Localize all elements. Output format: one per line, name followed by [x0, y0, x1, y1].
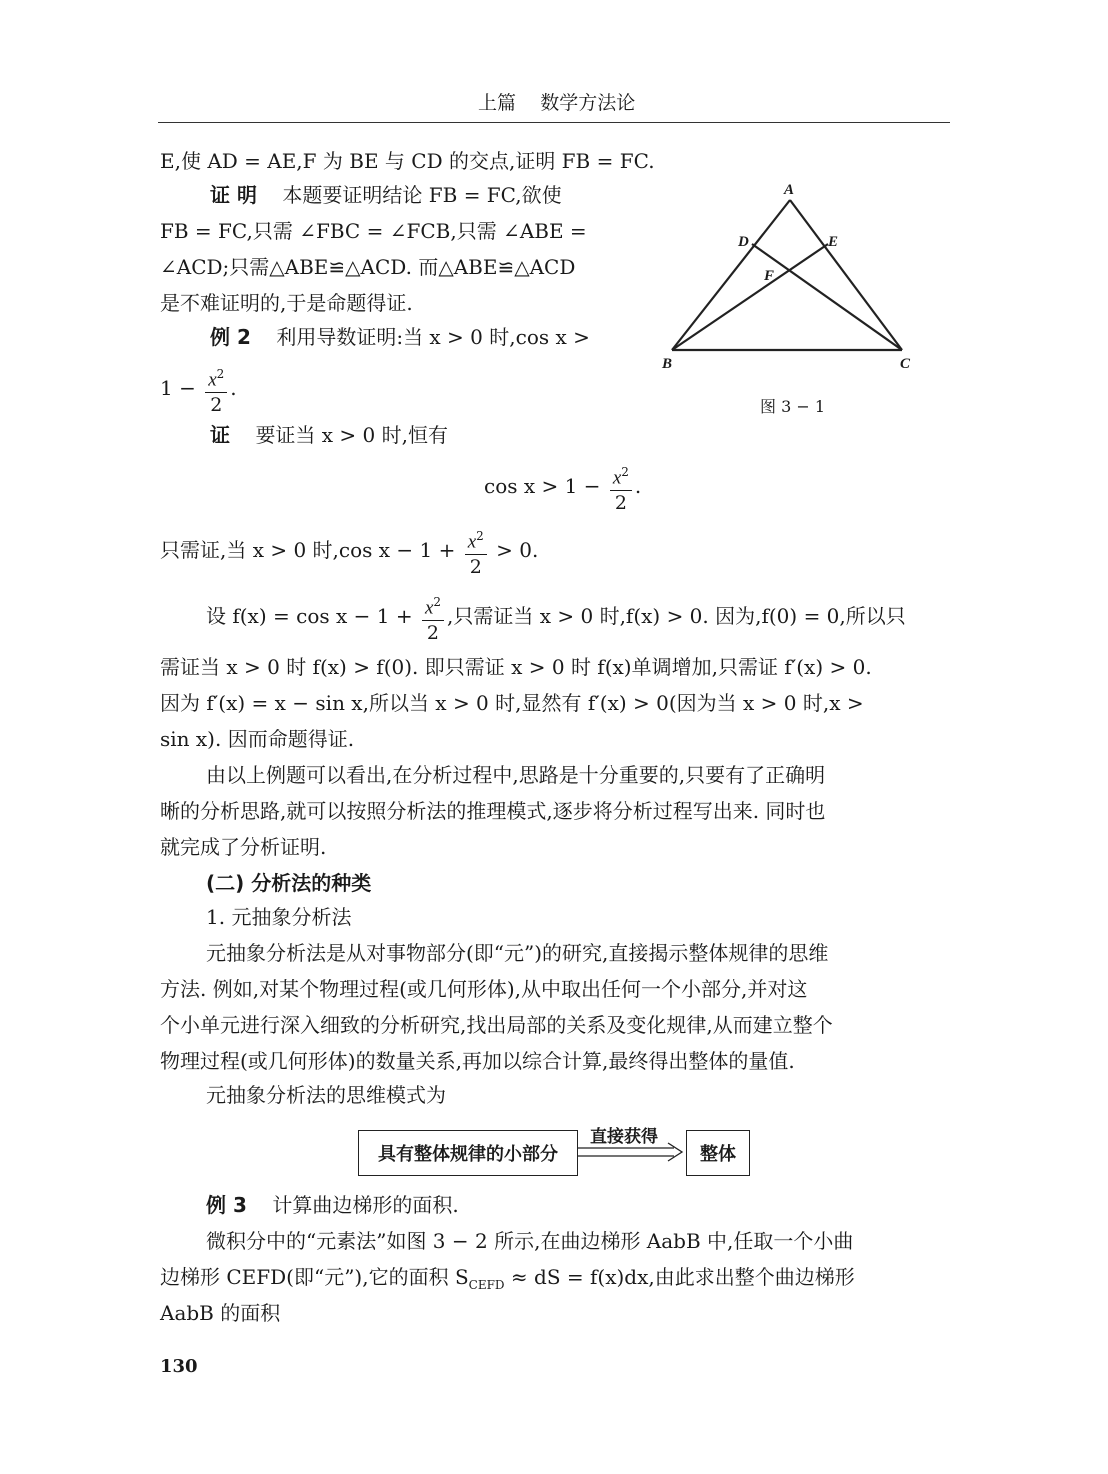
text-line: 微积分中的“元素法”如图 3 − 2 所示,在曲边梯形 AabB 中,任取一个小曲	[206, 1229, 854, 1253]
proof-line	[210, 420, 448, 450]
fraction-numerator: x	[467, 531, 477, 553]
label-a: A	[784, 182, 795, 198]
text-span: 1 −	[160, 376, 196, 401]
fraction-exponent: 2	[621, 465, 629, 479]
label-c: C	[900, 356, 911, 372]
text-line: sin x). 因而命题得证.	[160, 727, 355, 751]
fraction-denominator: 2	[426, 622, 440, 645]
text-span: ≈ dS = f(x)dx,由此求出整个曲边梯形	[504, 1265, 855, 1289]
proof-line	[210, 180, 562, 210]
fraction	[465, 524, 487, 579]
fraction-denominator: 2	[469, 556, 482, 579]
label-e: E	[828, 234, 839, 250]
flow-left-box: 具有整体规律的小部分	[358, 1130, 578, 1176]
running-header	[478, 88, 635, 118]
formula-line	[160, 524, 538, 579]
example-line	[206, 1190, 459, 1220]
subsection-heading: 1. 元抽象分析法	[206, 905, 352, 929]
page-number: 130	[160, 1356, 198, 1377]
text-span: 边梯形 CEFD(即“元”),它的面积 S	[160, 1265, 469, 1289]
proof-label: 证	[210, 423, 230, 447]
fraction-numerator: x	[612, 467, 622, 489]
fraction-exponent: 2	[476, 529, 484, 543]
flow-right-box: 整体	[686, 1130, 750, 1176]
fraction	[422, 590, 444, 645]
side-ac	[790, 200, 902, 350]
label-b: B	[662, 356, 673, 372]
text-span: 计算曲边梯形的面积.	[272, 1193, 459, 1217]
text-span: 本题要证明结论 FB = FC,欲使	[282, 183, 562, 207]
text-line: FB = FC,只需 ∠FBC = ∠FCB,只需 ∠ABE =	[160, 219, 587, 243]
section-heading: (二) 分析法的种类	[206, 871, 372, 895]
proof-label: 证 明	[210, 183, 257, 207]
text-span: > 0.	[496, 538, 539, 563]
text-line: 因为 f′(x) = x − sin x,所以当 x > 0 时,显然有 f′(x) > 0(因为当 x > 0 时,x >	[160, 691, 864, 715]
header-title: 数学方法论	[540, 92, 636, 114]
fraction-numerator: x	[424, 597, 434, 619]
flow-arrow-label: 直接获得	[590, 1127, 658, 1147]
label-d: D	[738, 234, 749, 250]
triangle-figure	[650, 180, 940, 380]
text-span: 利用导数证明:当 x > 0 时,cos x >	[276, 325, 590, 349]
subscript: CEFD	[468, 1278, 505, 1292]
text-line: 元抽象分析法是从对事物部分(即“元”)的研究,直接揭示整体规律的思维	[206, 941, 829, 965]
example-line	[210, 322, 590, 352]
text-line: 由以上例题可以看出,在分析过程中,思路是十分重要的,只要有了正确明	[206, 763, 826, 787]
text-span: 只需证,当 x > 0 时,cos x − 1 +	[160, 538, 456, 563]
formula-line	[206, 590, 906, 645]
text-span: 要证当 x > 0 时,恒有	[255, 423, 448, 447]
text-span: cos x > 1 −	[484, 474, 601, 499]
text-line: 个小单元进行深入细致的分析研究,找出局部的关系及变化规律,从而建立整个	[160, 1013, 833, 1037]
text-line: ∠ACD;只需△ABE≌△ACD. 而△ABE≌△ACD	[160, 255, 576, 279]
header-chapter: 上篇	[478, 92, 517, 114]
fraction-exponent: 2	[433, 595, 442, 609]
example-label: 例 2	[210, 325, 251, 349]
formula-line: 1 − $\frac{x^2}{2}$ .	[160, 362, 237, 417]
text-line: 就完成了分析证明.	[160, 835, 327, 859]
segment-be	[672, 244, 828, 350]
example-label: 例 3	[206, 1193, 247, 1217]
formula-line: cos x > 1 − $\frac{x^2}{2}$ .	[484, 460, 641, 515]
fraction-denominator: 2	[614, 492, 627, 515]
header-rule	[158, 122, 950, 123]
text-span: ,只需证当 x > 0 时,f(x) > 0. 因为,f(0) = 0,所以只	[447, 604, 906, 629]
fraction	[610, 460, 632, 515]
label-f: F	[764, 268, 775, 284]
fraction	[205, 362, 227, 417]
fraction-denominator: 2	[210, 394, 223, 417]
text-span: 设 f(x) = cos x − 1 +	[206, 604, 413, 629]
text-line: 是不难证明的,于是命题得证.	[160, 291, 413, 315]
text-line: 晰的分析思路,就可以按照分析法的推理模式,逐步将分析过程写出来. 同时也	[160, 799, 826, 823]
text-line: 方法. 例如,对某个物理过程(或几何形体),从中取出任何一个小部分,并对这	[160, 977, 808, 1001]
text-line: 需证当 x > 0 时 f(x) > f(0). 即只需证 x > 0 时 f(x)单调增加,只需证 f′(x) > 0.	[160, 655, 872, 679]
flow-arrow	[576, 1140, 686, 1164]
text-line	[160, 1262, 855, 1300]
text-line: E,使 AD = AE,F 为 BE 与 CD 的交点,证明 FB = FC.	[160, 149, 655, 173]
text-line: AabB 的面积	[160, 1301, 281, 1325]
text-line: 元抽象分析法的思维模式为	[206, 1083, 446, 1107]
figure-caption: 图 3 − 1	[760, 397, 826, 416]
segment-cd	[752, 244, 902, 350]
fraction-exponent: 2	[216, 367, 225, 381]
text-line: 物理过程(或几何形体)的数量关系,再加以综合计算,最终得出整体的量值.	[160, 1049, 795, 1073]
fraction-numerator: x	[208, 369, 217, 391]
